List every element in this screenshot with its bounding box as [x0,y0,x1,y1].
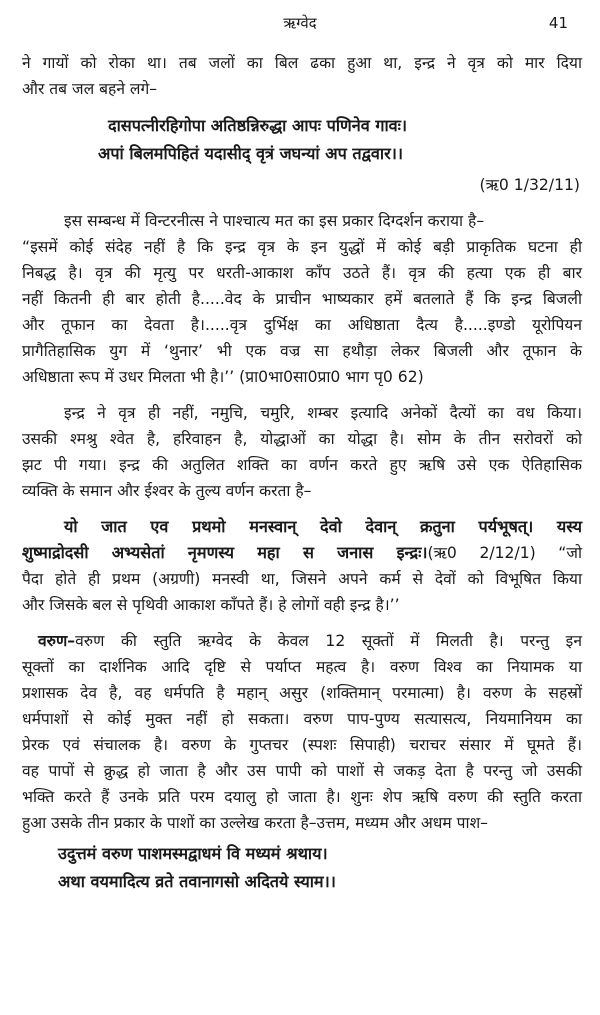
paragraph-4 [22,514,582,618]
verse-line: यो जात एव प्रथमो मनस्वान् देवो देवान् क्रतुना पर्यभूषत्। यस्य [64,517,582,536]
paragraph-2 [22,208,582,390]
page-body [22,50,582,896]
page-number: 41 [548,14,568,32]
text-line: पैदा होते ही प्रथम (अग्रणी) मनस्वी था, जिसने अपने कर्म से देवों को विभूषित किया [22,570,582,588]
text-line: वह पापों से क्रुद्ध हो जाता है और उस पापी को पाशों से जकड़ देता है परन्तु जो उसकी [22,762,582,780]
text-line: उसकी श्मश्रु श्वेत है, हरिवाहन है, योद्धाओं का योद्धा है। सोम के तीन सरोवरों को [22,430,582,448]
text-line: और जिसके बल से पृथिवी आकाश काँपते हैं। हे लोगों वही इन्द्र है।’’ [22,596,400,614]
page-header [24,12,576,34]
verse-reference: (ऋ0 1/32/11) [479,176,580,194]
text-line: भक्ति करते हैं उनके प्रति परम दयालु हो जाता है। शुनः शेप ऋषि वरुण की स्तुति करता [22,788,582,806]
text-span: वरुण की स्तुति ऋग्वेद के केवल 12 सूक्तों में मिलती है। परन्तु इन [75,632,582,650]
text-line [22,540,582,566]
text-line: धर्मपाशों से कोई मुक्त नहीं हो सकता। वरुण पाप-पुण्य सत्यासत्य, नियमानियम का [22,710,582,728]
text-line: इस सम्बन्ध में विन्टरनीत्स ने पाश्चात्य मत का इस प्रकार दिग्दर्शन कराया है– [64,212,485,230]
text-line: और तूफान का देवता है।.....वृत्र दुर्भिक्ष का अधिष्ठाता दैत्य है.....इण्डो यूरोपियन [22,316,582,334]
text-line: नहीं कितनी ही बार होती है.....वेद के प्राचीन भाष्यकार हमें बतलाते हैं कि इन्द्र बिजली [22,290,582,308]
text-line: व्यक्ति के समान और ईश्वर के तुल्य वर्णन करता है– [22,482,312,500]
inline-verse: शुष्माद्रोदसी अभ्यसेतां नृमणस्य महा स जनास इन्द्रः। [22,543,428,562]
text-line: “इसमें कोई संदेह नहीं है कि इन्द्र वृत्र के इन युद्धों में कोई बड़ी प्राकृतिक घटना ही [22,238,582,256]
text-line: इन्द्र ने वृत्र ही नहीं, नमुचि, चमुरि, शम्बर इत्यादि अनेकों दैत्यों का वध किया। [64,404,582,422]
text-line [22,628,582,654]
verse-line: अपां बिलमपिहितं यदासीद् वृत्रं जघन्यां अप तद्ववार।। [98,144,404,163]
text-line: प्रशासक देव है, वह धर्मपति है महान् असुर (शक्तिमान् परमात्मा) है। वरुण के सहस्रों [22,684,582,702]
text-line: प्रेरक एवं संचालक है। वरुण के गुप्तचर (स्पशः सिपाही) चराचर संसार में घूमते हैं। [22,736,582,754]
text-line: और तब जल बहने लगे– [22,80,158,98]
verse-block-2 [22,840,582,896]
verse-line: अथा वयमादित्य व्रते तवानागसो अदितये स्याम।। [58,872,336,891]
paragraph-5 [22,628,582,836]
text-line: निबद्ध है। वृत्र की मृत्यु पर धरती-आकाश काँप उठते हैं। वृत्र की हत्या एक ही बार [22,264,582,282]
text-line: हुआ उसके तीन प्रकार के पाशों का उल्लेख करता है–उत्तम, मध्यम और अधम पाश– [22,814,488,832]
paragraph-3 [22,400,582,504]
text-line: ने गायों को रोका था। तब जलों का बिल ढका हुआ था, इन्द्र ने वृत्र को मार दिया [22,54,582,72]
running-head: ऋग्वेद [283,14,317,32]
verse-reference: (ऋ0 2/12/1) “जो [427,544,583,562]
text-line: झट पी गया। इन्द्र की अतुलित शक्ति का वर्णन करते हुए ऋषि उसे एक ऐतिहासिक [22,456,582,474]
paragraph-1 [22,50,582,102]
verse-block-1 [22,112,582,198]
section-term: वरुण– [38,632,76,650]
verse-line: दासपत्नीरहिगोपा अतिष्ठन्निरुद्धा आपः पणिनेव गावः। [108,116,408,135]
text-line: सूक्तों का दार्शनिक आदि दृष्टि से पर्याप्त महत्व है। वरुण विश्व का नियामक या [22,658,582,676]
text-line: अधिष्ठाता रूप में उधर मिलता भी है।’’ (प्रा0भा0सा0प्रा0 भाग पृ0 62) [22,368,424,386]
text-line: प्रागैतिहासिक युग में ‘थुनार’ भी एक वज्र सा हथौड़ा लेकर बिजली और तूफान के [22,342,582,360]
verse-line: उदुत्तमं वरुण पाशमस्मद्वाधमं वि मध्यमं श्रथाय। [58,844,328,863]
